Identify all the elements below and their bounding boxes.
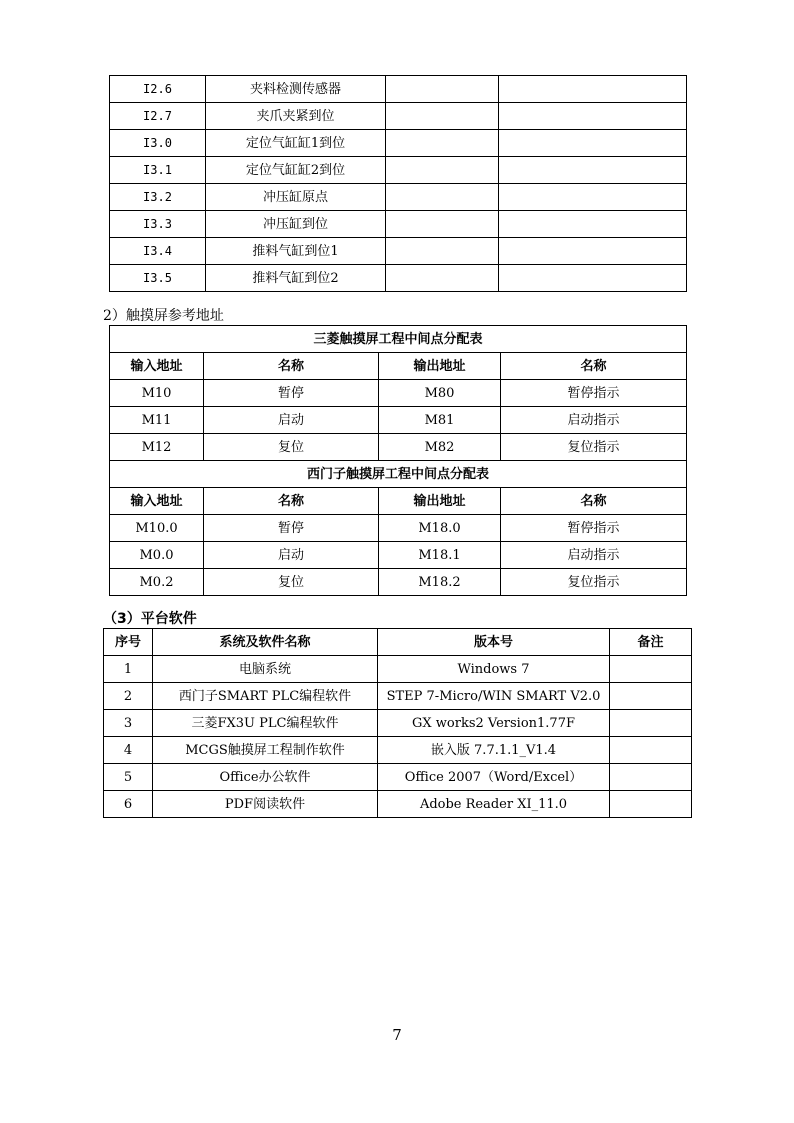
siemens-table-title: 西门子触摸屏工程中间点分配表 (110, 461, 687, 488)
input-name: 暂停 (204, 380, 379, 407)
output-address: M82 (379, 434, 501, 461)
output-address: M80 (379, 380, 501, 407)
header-note: 备注 (610, 629, 692, 656)
table-row (104, 764, 692, 791)
table-row (110, 76, 687, 103)
io-name: 推料气缸到位2 (206, 265, 386, 292)
table-cell (386, 265, 499, 292)
output-name: 暂停指示 (501, 380, 687, 407)
software-note (610, 791, 692, 818)
io-address: I3.3 (110, 211, 206, 238)
touch-section-caption: 2）触摸屏参考地址 (103, 308, 224, 324)
software-name: 三菱FX3U PLC编程软件 (153, 710, 378, 737)
io-name: 冲压缸原点 (206, 184, 386, 211)
input-address: M0.2 (110, 569, 204, 596)
serial-number: 5 (104, 764, 153, 791)
header-input-address: 输入地址 (110, 353, 204, 380)
table-row (110, 326, 687, 353)
software-table (103, 628, 692, 818)
header-name: 名称 (501, 488, 687, 515)
io-name: 定位气缸缸1到位 (206, 130, 386, 157)
table-row (110, 461, 687, 488)
software-name: Office办公软件 (153, 764, 378, 791)
table-row (110, 211, 687, 238)
io-name: 夹爪夹紧到位 (206, 103, 386, 130)
header-software-name: 系统及软件名称 (153, 629, 378, 656)
touch-address-table (109, 325, 687, 596)
software-name: PDF阅读软件 (153, 791, 378, 818)
header-output-address: 输出地址 (379, 488, 501, 515)
software-section-caption: （3）平台软件 (103, 611, 197, 627)
table-row (104, 710, 692, 737)
table-cell (499, 157, 687, 184)
input-name: 暂停 (204, 515, 379, 542)
serial-number: 4 (104, 737, 153, 764)
table-cell (499, 130, 687, 157)
header-serial-number: 序号 (104, 629, 153, 656)
input-address: M0.0 (110, 542, 204, 569)
table-cell (386, 184, 499, 211)
software-version: Adobe Reader XI_11.0 (378, 791, 610, 818)
software-name: 西门子SMART PLC编程软件 (153, 683, 378, 710)
output-address: M18.2 (379, 569, 501, 596)
input-name: 复位 (204, 434, 379, 461)
input-name: 启动 (204, 407, 379, 434)
table-row (110, 515, 687, 542)
io-address: I3.2 (110, 184, 206, 211)
table-header-row (104, 629, 692, 656)
input-name: 启动 (204, 542, 379, 569)
table-cell (499, 265, 687, 292)
io-address: I3.4 (110, 238, 206, 265)
table-row (110, 184, 687, 211)
software-note (610, 764, 692, 791)
software-note (610, 737, 692, 764)
table-row (110, 542, 687, 569)
input-address: M10 (110, 380, 204, 407)
output-address: M81 (379, 407, 501, 434)
table-cell (386, 103, 499, 130)
table-row (104, 656, 692, 683)
io-name: 定位气缸缸2到位 (206, 157, 386, 184)
serial-number: 6 (104, 791, 153, 818)
software-version: Windows 7 (378, 656, 610, 683)
header-input-address: 输入地址 (110, 488, 204, 515)
table-cell (386, 76, 499, 103)
software-note (610, 656, 692, 683)
header-output-address: 输出地址 (379, 353, 501, 380)
header-name: 名称 (204, 488, 379, 515)
page-number: 7 (392, 1026, 402, 1044)
input-address: M10.0 (110, 515, 204, 542)
io-address: I3.0 (110, 130, 206, 157)
io-name: 冲压缸到位 (206, 211, 386, 238)
header-name: 名称 (501, 353, 687, 380)
table-row (104, 683, 692, 710)
header-version: 版本号 (378, 629, 610, 656)
table-row (104, 791, 692, 818)
output-address: M18.1 (379, 542, 501, 569)
table-cell (386, 130, 499, 157)
output-name: 启动指示 (501, 542, 687, 569)
table-row (110, 569, 687, 596)
serial-number: 2 (104, 683, 153, 710)
table-row (110, 380, 687, 407)
output-address: M18.0 (379, 515, 501, 542)
output-name: 复位指示 (501, 434, 687, 461)
io-address: I3.5 (110, 265, 206, 292)
table-cell (499, 76, 687, 103)
header-name: 名称 (204, 353, 379, 380)
software-note (610, 683, 692, 710)
software-version: 嵌入版 7.7.1.1_V1.4 (378, 737, 610, 764)
software-name: 电脑系统 (153, 656, 378, 683)
table-row (110, 434, 687, 461)
io-name: 推料气缸到位1 (206, 238, 386, 265)
io-address: I3.1 (110, 157, 206, 184)
table-row (110, 130, 687, 157)
table-header-row (110, 353, 687, 380)
table-row (110, 157, 687, 184)
software-note (610, 710, 692, 737)
serial-number: 3 (104, 710, 153, 737)
serial-number: 1 (104, 656, 153, 683)
input-address: M12 (110, 434, 204, 461)
table-row (110, 407, 687, 434)
software-version: Office 2007（Word/Excel） (378, 764, 610, 791)
table-cell (499, 103, 687, 130)
table-cell (499, 211, 687, 238)
software-version: STEP 7-Micro/WIN SMART V2.0 (378, 683, 610, 710)
io-name: 夹料检测传感器 (206, 76, 386, 103)
table-cell (499, 184, 687, 211)
table-cell (386, 157, 499, 184)
table-cell (386, 211, 499, 238)
io-address: I2.6 (110, 76, 206, 103)
input-name: 复位 (204, 569, 379, 596)
output-name: 复位指示 (501, 569, 687, 596)
io-address-table (109, 75, 687, 292)
table-cell (499, 238, 687, 265)
table-row (110, 238, 687, 265)
input-address: M11 (110, 407, 204, 434)
software-name: MCGS触摸屏工程制作软件 (153, 737, 378, 764)
output-name: 暂停指示 (501, 515, 687, 542)
table-row (110, 103, 687, 130)
table-header-row (110, 488, 687, 515)
table-row (104, 737, 692, 764)
output-name: 启动指示 (501, 407, 687, 434)
io-address: I2.7 (110, 103, 206, 130)
software-version: GX works2 Version1.77F (378, 710, 610, 737)
table-row (110, 265, 687, 292)
table-cell (386, 238, 499, 265)
mitsubishi-table-title: 三菱触摸屏工程中间点分配表 (110, 326, 687, 353)
